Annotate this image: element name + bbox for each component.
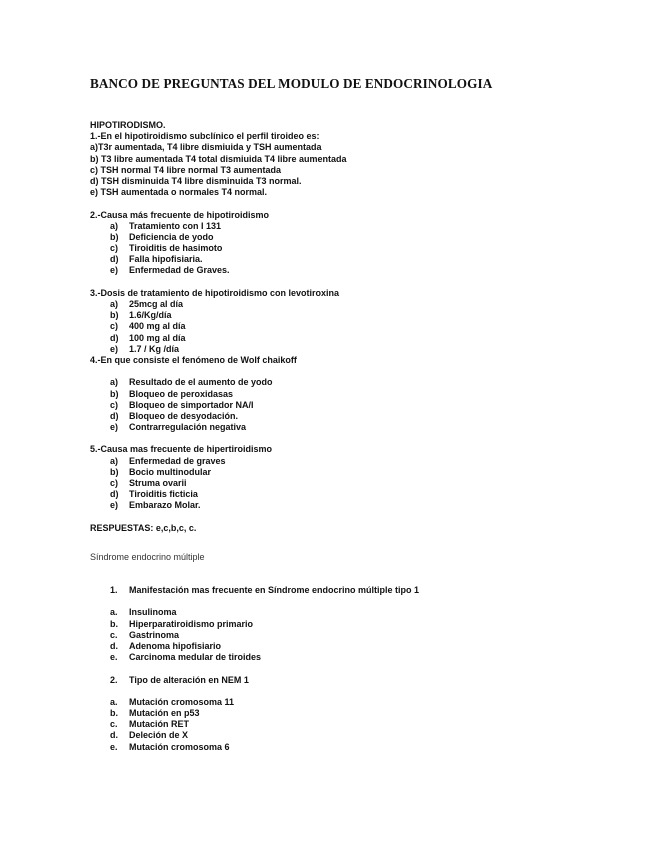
question-3-text: 3.-Dosis de tratamiento de hipotiroidismo con levotiroxina (90, 287, 340, 298)
nem-q1-option: b. Hiperparatiroidismo primario (110, 618, 254, 629)
q3-option: d) 100 mg al día (110, 332, 186, 343)
q3-option: e) 1.7 / Kg /día (110, 343, 180, 354)
q5-option: d) Tiroiditis ficticia (110, 489, 198, 500)
q2-option: d) Falla hipofisiaria. (110, 254, 203, 265)
q3-option: a) 25mcg al día (110, 299, 184, 309)
q1-option-a: a)T3r aumentada, T4 libre dismiuida y TSH aumentada (90, 142, 322, 153)
section-nem (90, 552, 205, 562)
q4-option: d) Bloqueo de desyodación. (110, 410, 239, 421)
q5-option: e) Embarazo Molar. (110, 500, 201, 511)
q3-option: b) 1.6/Kg/día (110, 310, 172, 321)
nem-q2-option: c. Mutación RET (110, 719, 189, 730)
q2-option: a) Tratamiento con I 131 (110, 220, 222, 231)
nem-q1-option: c. Gastrinoma (110, 629, 180, 640)
q4-option: e) Contrarregulación negativa (110, 422, 247, 433)
nem-q1-option: d. Adenoma hipofisiario (110, 640, 222, 651)
q4-option: c) Bloqueo de simportador NA/I (110, 399, 254, 410)
q2-option: b) Deficiencia de yodo (110, 231, 214, 242)
question-5-text: 5.-Causa mas frecuente de hipertiroidismo (90, 444, 273, 455)
q5-option: a) Enfermedad de graves (110, 455, 226, 466)
nem-q2-option: e. Mutación cromosoma 6 (110, 741, 230, 752)
q3-option: c) 400 mg al día (110, 321, 186, 332)
section-heading: Síndrome endocrino múltiple (90, 552, 205, 562)
nem-q1-option: a. Insulinoma (110, 607, 177, 618)
nem-q2-option: a. Mutación cromosoma 11 (110, 696, 235, 707)
q4-option: a) Resultado de el aumento de yodo (110, 377, 273, 388)
q1-option-e: e) TSH aumentada o normales T4 normal. (90, 187, 268, 198)
q5-option: b) Bocio multinodular (110, 466, 211, 477)
answers-line: RESPUESTAS: e,c,b,c, c. (90, 522, 197, 533)
question-2-text: 2.-Causa más frecuente de hipotiroidismo (90, 209, 270, 220)
q5-option: c) Struma ovarii (110, 478, 187, 488)
section-hipotiroidismo (90, 120, 347, 534)
nem-questions (90, 585, 419, 753)
nem-question-1: 1. Manifestación mas frecuente en Síndrome endocrino múltiple tipo 1 (110, 585, 420, 595)
nem-q1-option: e. Carcinoma medular de tiroides (110, 652, 262, 663)
q1-option-d: d) TSH disminuida T4 libre disminuida T3 normal. (90, 175, 302, 186)
nem-q2-option: d. Deleción de X (110, 730, 189, 741)
section-heading: HIPOTIRODISMO. (90, 120, 166, 130)
document-title: BANCO DE PREGUNTAS DEL MODULO DE ENDOCRINOLOGIA (90, 76, 493, 91)
nem-question-2: 2. Tipo de alteración en NEM 1 (110, 674, 249, 685)
q1-option-b: b) T3 libre aumentada T4 total dismiuida T4 libre aumentada (90, 153, 347, 164)
q1-option-c: c) TSH normal T4 libre normal T3 aumentada (90, 164, 282, 175)
question-4-text: 4.-En que consiste el fenómeno de Wolf chaikoff (90, 354, 297, 365)
q2-option: c) Tiroiditis de hasimoto (110, 243, 223, 254)
q4-option: b) Bloqueo de peroxidasas (110, 388, 234, 399)
nem-q2-option: b. Mutación en p53 (110, 708, 200, 719)
q2-option: e) Enfermedad de Graves. (110, 265, 230, 276)
question-1-text: 1.-En el hipotiroidismo subclínico el perfil tiroideo es: (90, 131, 320, 142)
